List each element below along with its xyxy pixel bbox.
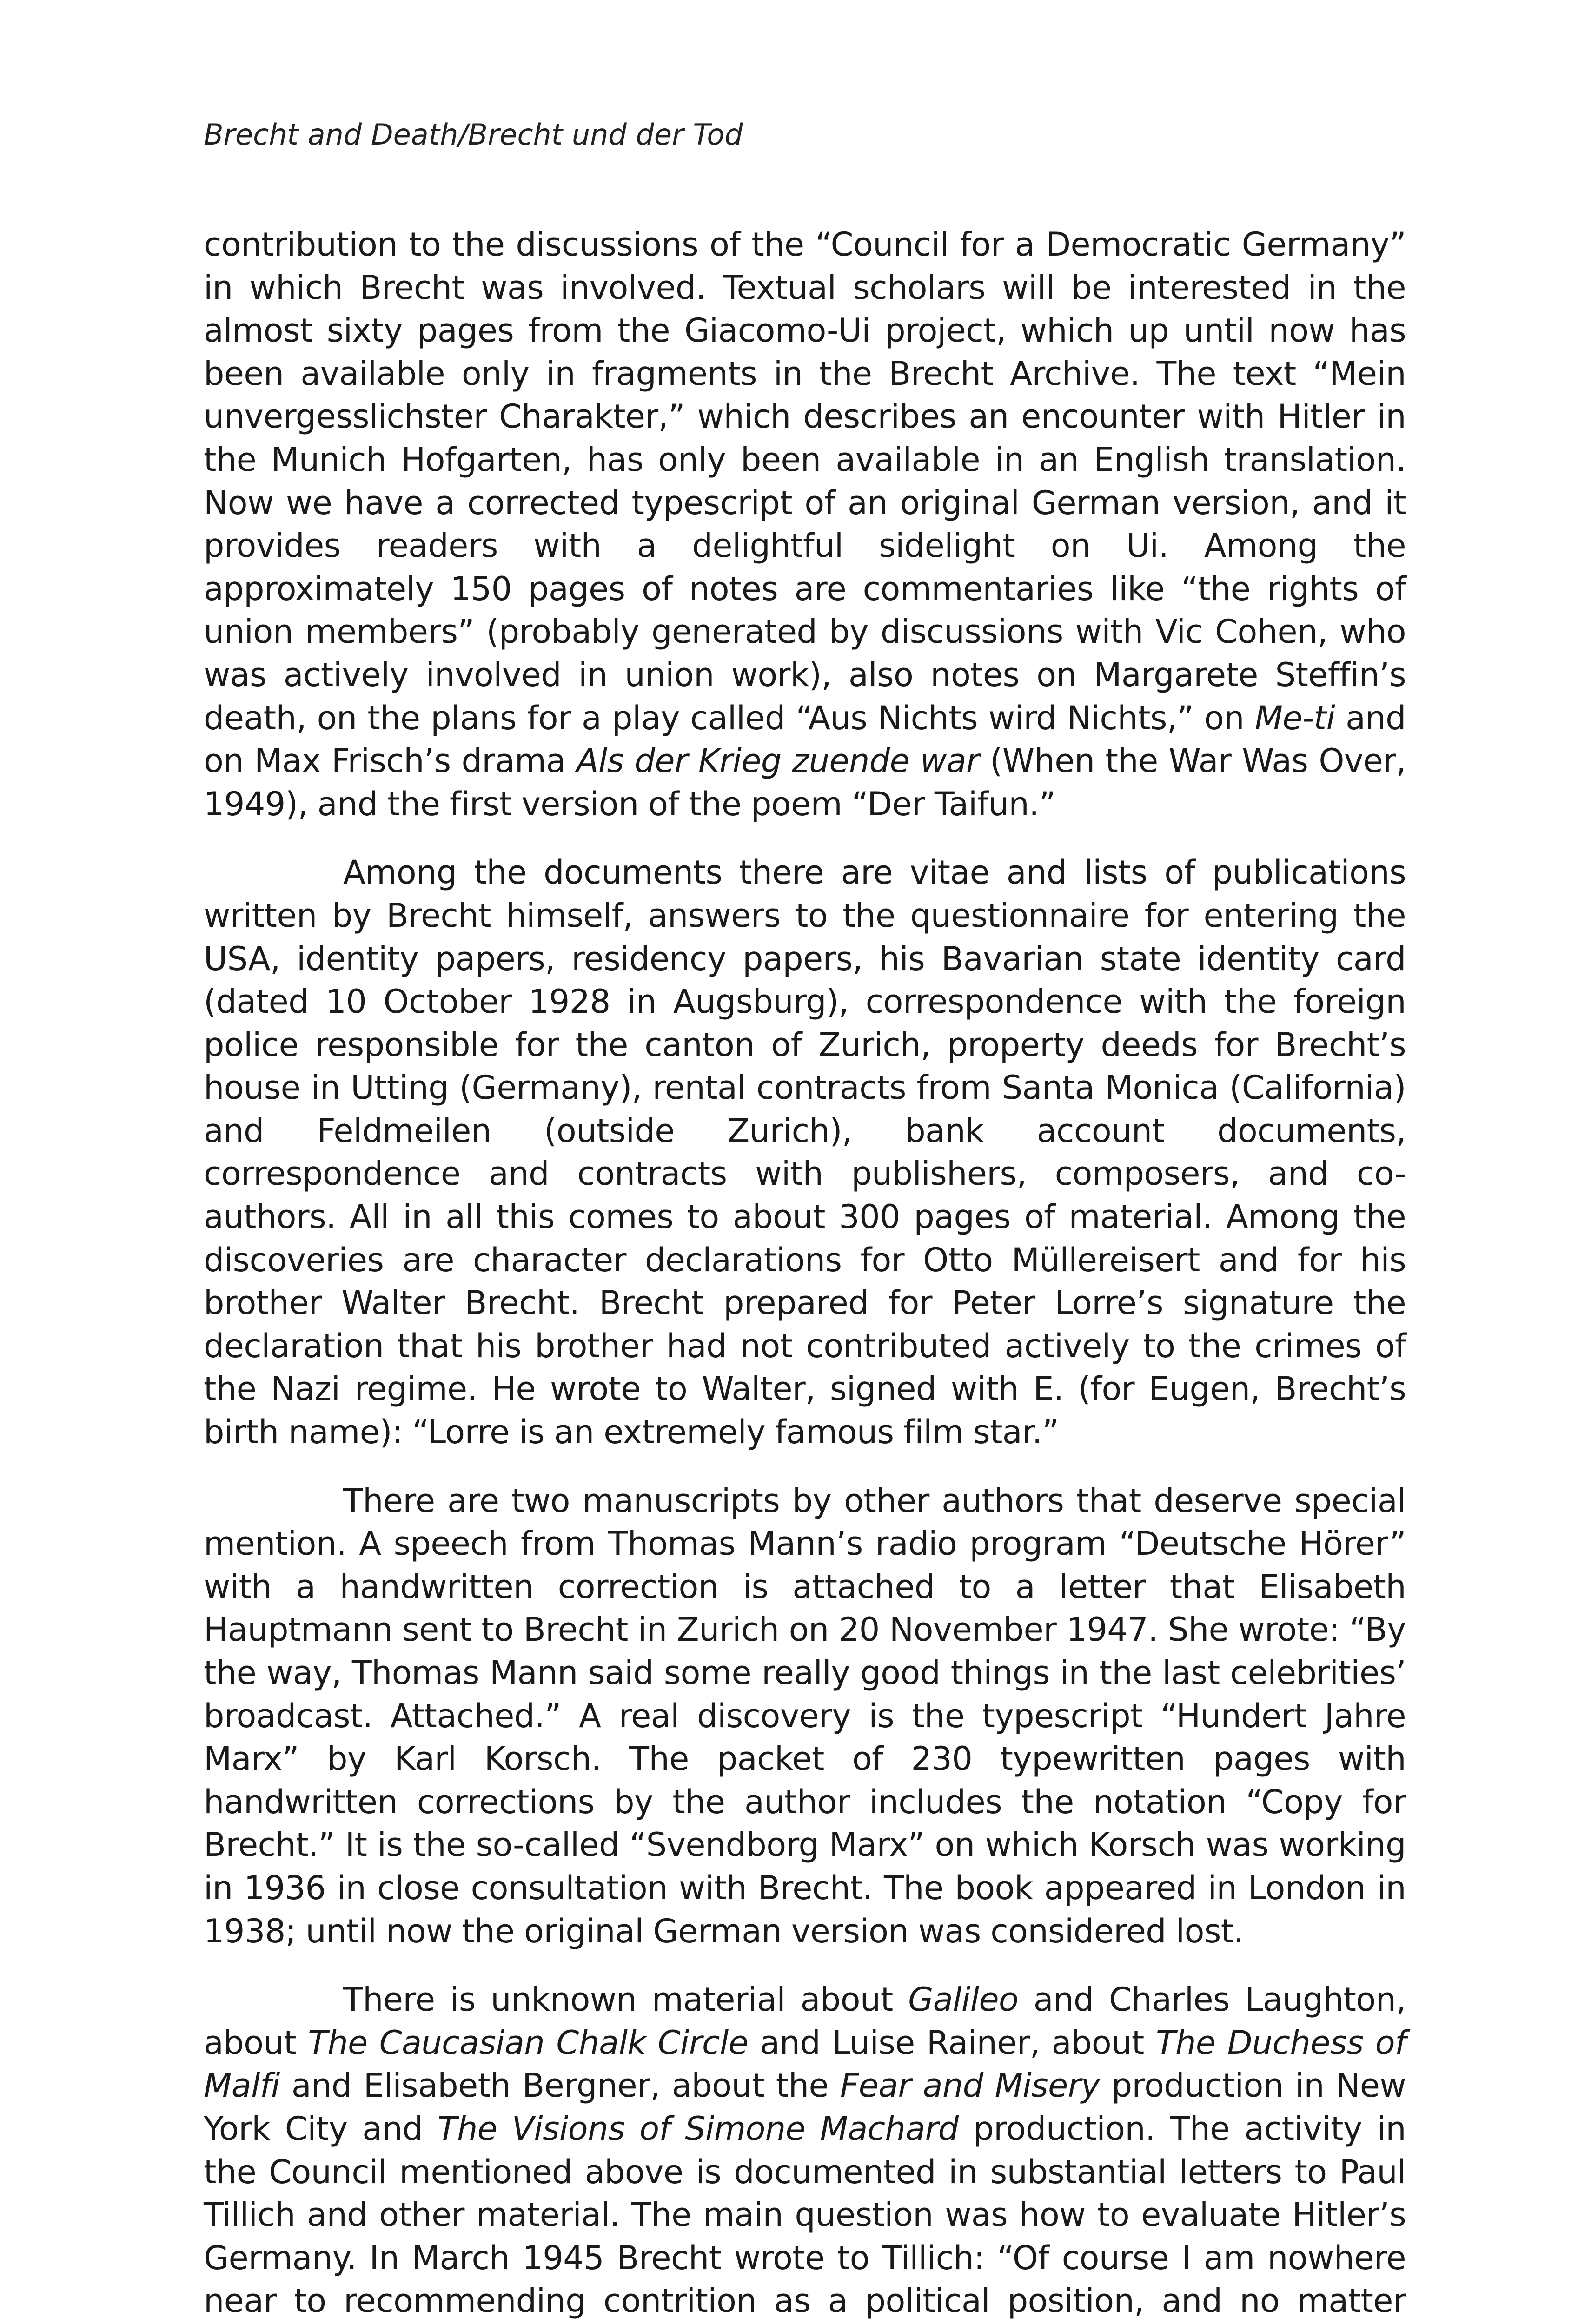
running-head: Brecht and Death/Brecht und der Tod: [204, 118, 743, 152]
text-run: and on Max Frisch’s drama: [204, 699, 1406, 780]
italic-title: The Duchess of Malfi: [204, 2023, 1406, 2105]
text-run: and Charles Laughton, about: [204, 1981, 1406, 2062]
italic-title: Me-ti: [1254, 699, 1335, 737]
text-run: There is unknown material about: [343, 1981, 908, 2019]
italic-title: Als der Krieg zuende war: [576, 742, 980, 780]
italic-title: The Caucasian Chalk Circle: [308, 2023, 749, 2062]
italic-title: Fear and Misery: [840, 2067, 1100, 2105]
text-run: contribution to the discussions of the “Council for a Democratic Germany” in which Brecht was involved. Textual scholars will be interested in the almost sixty pages from the Giacomo-Ui project, which up until now has been available only in fragments in the Brecht Archive. The text “Mein unvergesslichster Charakter,” which describes an encounter with Hitler in the Munich Hofgarten, has only been available in an English translation. Now we have a corrected typescript of an original German version, and it provides readers with a delightful sidelight on Ui. Among the approximately 150 pages of notes are commentaries like “the rights of union members” (probably generated by discussions with Vic Cohen, who was actively involved in union work), also notes on Margarete Steffin’s death, on the plans for a play called “Aus Nichts wird Nichts,” on: [204, 225, 1406, 737]
text-run: Among the documents there are vitae and lists of publications written by Brecht himself, answers to the questionnaire for entering the USA, identity papers, residency papers, his Bavarian state identity card (dated 10 October 1928 in Augsburg), correspondence with the foreign police responsible for the canton of Zurich, property deeds for Brecht’s house in Utting (Germany), rental contracts from Santa Monica (California) and Feldmeilen (outside Zurich), bank account documents, correspondence and contracts with publishers, composers, and co-authors. All in all this comes to about 300 pages of material. Among the discoveries are character declarations for Otto Müllereisert and for his brother Walter Brecht. Brecht prepared for Peter Lorre’s signature the declaration that his brother had not contributed actively to the crimes of the Nazi regime. He wrote to Walter, signed with E. (for Eugen, Brecht’s birth name): “Lorre is an extremely famous film star.”: [204, 853, 1406, 1452]
text-run: production. The activity in the Council mentioned above is documented in substantial letters to Paul Tillich and other material. The main question was how to evaluate Hitler’s Germany. In March 1945 Brecht wrote to Tillich: “Of course I am nowhere near to recommending contrition as a political position, and no matter: [204, 2109, 1406, 2320]
text-run: and Elisabeth Bergner, about the: [279, 2067, 841, 2105]
paragraph: [204, 1479, 1406, 1953]
body-text: [204, 223, 1406, 2324]
text-run: (When the War Was Over, 1949), and the first version of the poem “Der Taifun.”: [204, 742, 1406, 823]
text-run: production in New York City and: [204, 2067, 1406, 2148]
text-run: and Luise Rainer, about: [748, 2023, 1156, 2062]
italic-title: Galileo: [908, 1981, 1019, 2019]
italic-title: The Visions of Simone Machard: [437, 2109, 959, 2148]
paragraph: [204, 851, 1406, 1453]
paragraph: [204, 1978, 1406, 2324]
paragraph: [204, 223, 1406, 825]
text-run: There are two manuscripts by other authors that deserve special mention. A speech from Thomas Mann’s radio program “Deutsche Hörer” with a handwritten correction is attached to a letter that Elisabeth Hauptmann sent to Brecht in Zurich on 20 November 1947. She wrote: “By the way, Thomas Mann said some really good things in the last celebrities’ broadcast. Attached.” A real discovery is the typescript “Hundert Jahre Marx” by Karl Korsch. The packet of 230 typewritten pages with handwritten corrections by the author includes the notation “Copy for Brecht.” It is the so-called “Svendborg Marx” on which Korsch was working in 1936 in close consultation with Brecht. The book appeared in London in 1938; until now the original German version was considered lost.: [204, 1481, 1406, 1950]
